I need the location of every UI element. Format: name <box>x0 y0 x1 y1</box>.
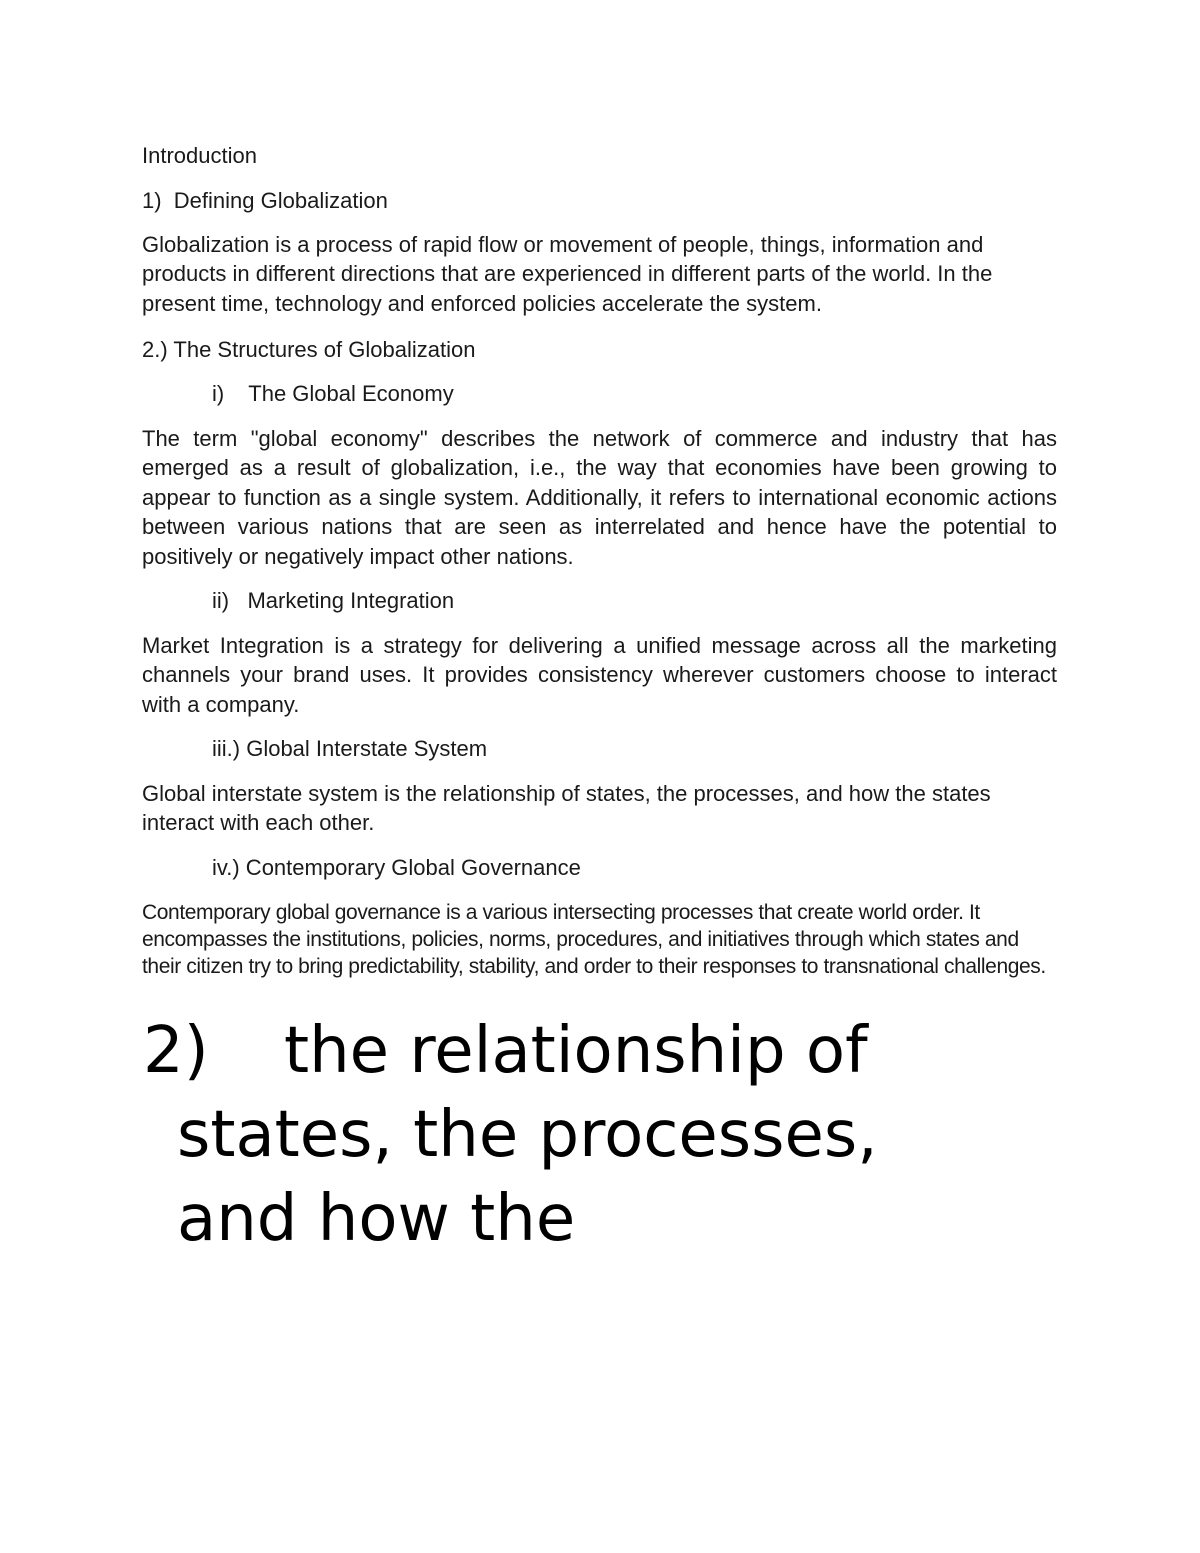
subsection-global-governance-body: Contemporary global governance is a various intersecting processes that create world order. It encompasses the institutions, policies, norms, procedures, and initiatives through which states and their citizen try to bring predictability, stability, and order to their responses to transnational challenges. <box>142 901 1046 978</box>
large-text-line-1: the relationship of <box>284 1014 868 1088</box>
subsection-marketing-integration-heading: ii) Marketing Integration <box>212 588 455 613</box>
section-2-heading: 2.) The Structures of Globalization <box>142 337 476 362</box>
large-text-line-3: and how the <box>177 1182 576 1256</box>
subsection-marketing-integration-body: Market Integration is a strategy for delivering a unified message across all the marketing channels your brand uses. It provides consistency wherever customers choose to interact with a company. <box>142 633 1057 717</box>
subsection-interstate-system-heading: iii.) Global Interstate System <box>212 736 488 761</box>
large-text-number: 2) <box>143 1014 209 1088</box>
section-1-body: Globalization is a process of rapid flow or movement of people, things, information and products in different directions that are experienced in different parts of the world. In the present time, technology and enforced policies accelerate the system. <box>142 232 993 316</box>
large-text-line-2: states, the processes, <box>177 1098 878 1172</box>
subsection-global-governance-heading: iv.) Contemporary Global Governance <box>212 855 581 880</box>
section-1-heading: 1) Defining Globalization <box>142 188 388 213</box>
subsection-interstate-system-body: Global interstate system is the relationship of states, the processes, and how the states interact with each other. <box>142 781 991 836</box>
subsection-global-economy-body: The term "global economy" describes the network of commerce and industry that has emerged as a result of globalization, i.e., the way that economies have been growing to appear to function as a single system. Additionally, it refers to international economic actions between various nations that are seen as interrelated and hence have the potential to positively or negatively impact other nations. <box>142 426 1057 569</box>
introduction-heading: Introduction <box>142 143 257 168</box>
subsection-global-economy-heading: i) The Global Economy <box>212 381 454 406</box>
